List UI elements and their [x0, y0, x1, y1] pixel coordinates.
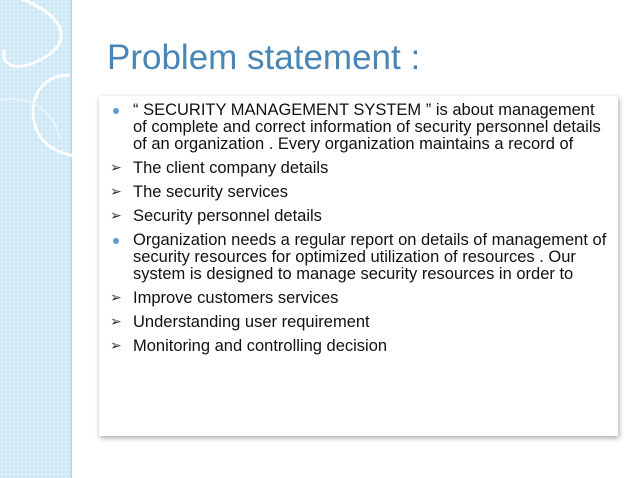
list-item-text: The security services [133, 183, 288, 201]
arrow-icon [109, 338, 127, 355]
list-item-text: The client company details [133, 159, 329, 177]
list-item-text: Monitoring and controlling decision [133, 337, 388, 355]
list-item-text: Understanding user requirement [133, 313, 370, 331]
arrow-icon [109, 184, 127, 201]
list-item-text: Security personnel details [133, 207, 322, 225]
list-item [107, 232, 607, 283]
list-item [107, 314, 607, 331]
list-item [107, 102, 607, 153]
arrow-icon [109, 208, 127, 225]
dot-icon [109, 232, 127, 249]
slide-title: Problem statement : [107, 38, 421, 77]
list-item [107, 184, 607, 201]
list-item [107, 290, 607, 307]
arrow-icon [109, 290, 127, 307]
bullet-list [107, 102, 607, 362]
list-item-text: Organization needs a regular report on details of management of security resources for optimized utilization of resources . Our system is designed to manage security resources in order to [133, 231, 607, 283]
content-box [99, 96, 618, 436]
arrow-icon [109, 160, 127, 177]
list-item [107, 338, 607, 355]
list-item [107, 160, 607, 177]
list-item-text: “ SECURITY MANAGEMENT SYSTEM ” is about management of complete and correct information of security personnel details of an organization . Every organization maintains a record of [133, 101, 601, 153]
dot-icon [109, 102, 127, 119]
arrow-icon [109, 314, 127, 331]
list-item [107, 208, 607, 225]
list-item-text: Improve customers services [133, 289, 339, 307]
